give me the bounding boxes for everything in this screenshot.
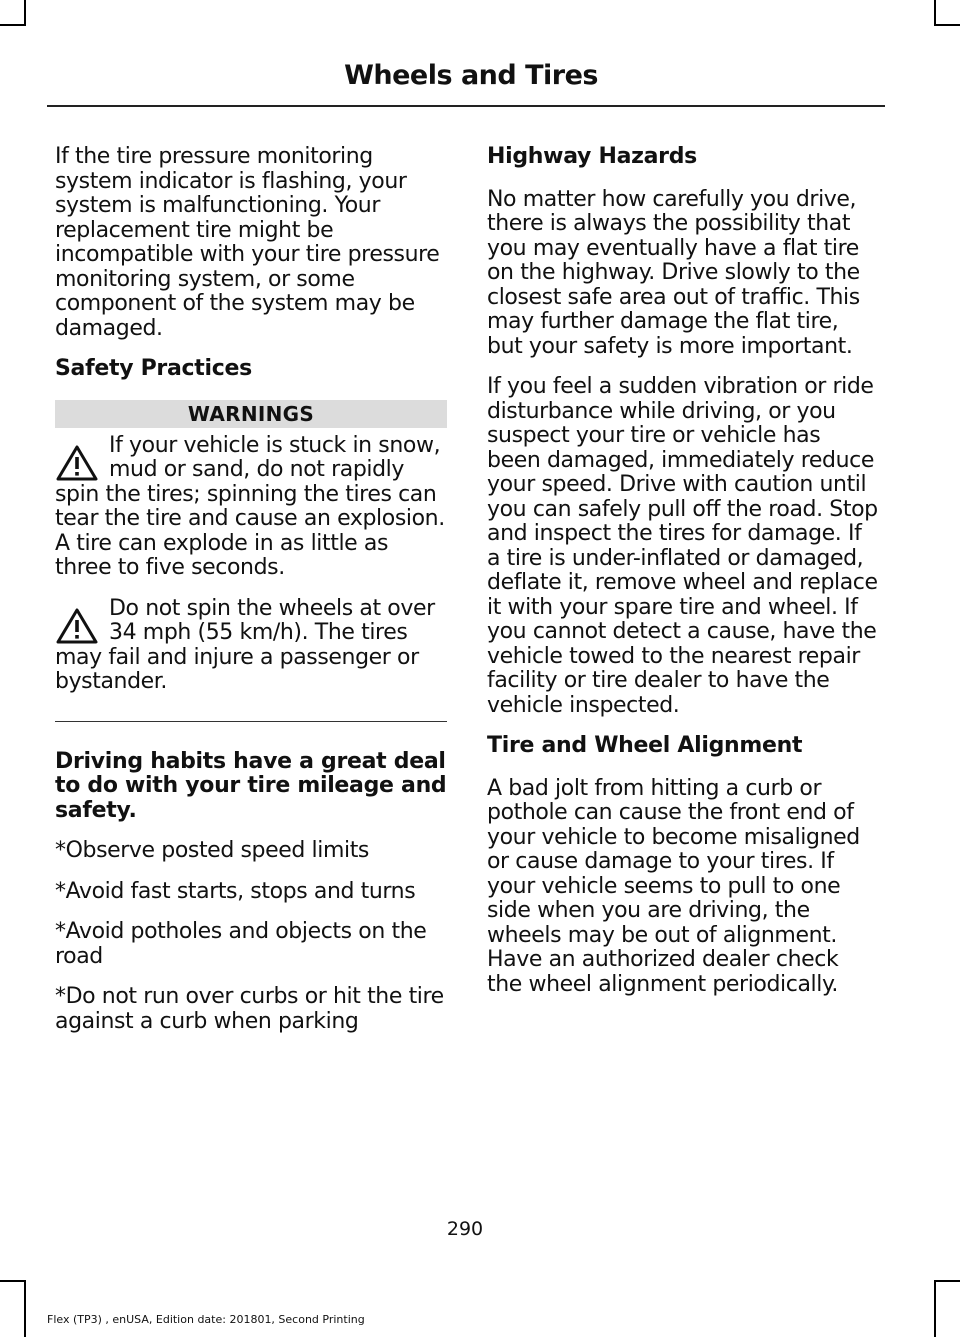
right-column [487, 145, 879, 1013]
warning-item [55, 597, 447, 695]
warning-item [55, 434, 447, 581]
highway-paragraph: No matter how carefully you drive, there is always the possibility that you may eventually have a flat tire on the highway. Drive slowly to the closest safe area out of traffic. This may further damage the flat tire, but your safety is more important. [487, 186, 860, 359]
page-number: 290 [446, 1218, 484, 1240]
list-item: *Avoid fast starts, stops and turns [55, 878, 416, 904]
highway-hazards-heading: Highway Hazards [487, 144, 697, 169]
header-divider [47, 105, 885, 107]
crop-mark [936, 1280, 960, 1282]
left-column [55, 145, 447, 1050]
footer-edition: Flex (TP3) , enUSA, Edition date: 201801, Second Printing [47, 1313, 365, 1326]
crop-mark [0, 1280, 24, 1282]
driving-habits-heading: Driving habits have a great deal to do with your tire mileage and safety. [55, 748, 447, 823]
safety-practices-heading: Safety Practices [55, 356, 252, 381]
list-item: *Avoid potholes and objects on the road [55, 919, 427, 969]
crop-mark [24, 0, 26, 26]
intro-paragraph: If the tire pressure monitoring system indicator is flashing, your system is malfunctioning. Your replacement tire might be incompatible with your tire pressure monitoring system, or some component of the system may be damaged. [55, 144, 440, 341]
list-item: *Observe posted speed limits [55, 838, 369, 863]
page-title: Wheels and Tires [344, 60, 598, 91]
alignment-paragraph: A bad jolt from hitting a curb or pothole can cause the front end of your vehicle to become misaligned or cause damage to your tires. If your vehicle seems to pull to one side when you are driving, the wheels may be out of alignment. Have an authorized dealer check the wheel alignment periodically. [487, 775, 860, 997]
warning-text: Do not spin the wheels at over 34 mph (55 km/h). The tires may fail and injure a passenger or bystander. [55, 595, 435, 694]
highway-paragraph: If you feel a sudden vibration or ride disturbance while driving, or you suspect your tire or vehicle has been damaged, immediately reduce your speed. Drive with caution until you can safely pull off the road. Stop and inspect the tires for damage. If a tire is under-inflated or damaged, deflate it, remove wheel and replace it with your spare tire and wheel. If you cannot detect a cause, have the vehicle towed to the nearest repair facility or tire dealer to have the vehicle inspected. [487, 374, 878, 718]
crop-mark [936, 24, 960, 26]
warnings-end-divider [55, 721, 447, 722]
list-item: *Do not run over curbs or hit the tire against a curb when parking [55, 984, 444, 1034]
warning-text: If your vehicle is stuck in snow, mud or sand, do not rapidly spin the tires; spinning the tires can tear the tire and cause an explosion. A tire can explode in as little as three to five seconds. [55, 432, 445, 580]
alignment-heading: Tire and Wheel Alignment [487, 733, 803, 758]
warning-triangle-icon [55, 607, 99, 645]
crop-mark [934, 1280, 936, 1337]
crop-mark [0, 24, 24, 26]
warning-triangle-icon [55, 444, 99, 482]
crop-mark [24, 1280, 26, 1337]
crop-mark [934, 0, 936, 26]
warnings-banner: WARNINGS [55, 400, 447, 428]
